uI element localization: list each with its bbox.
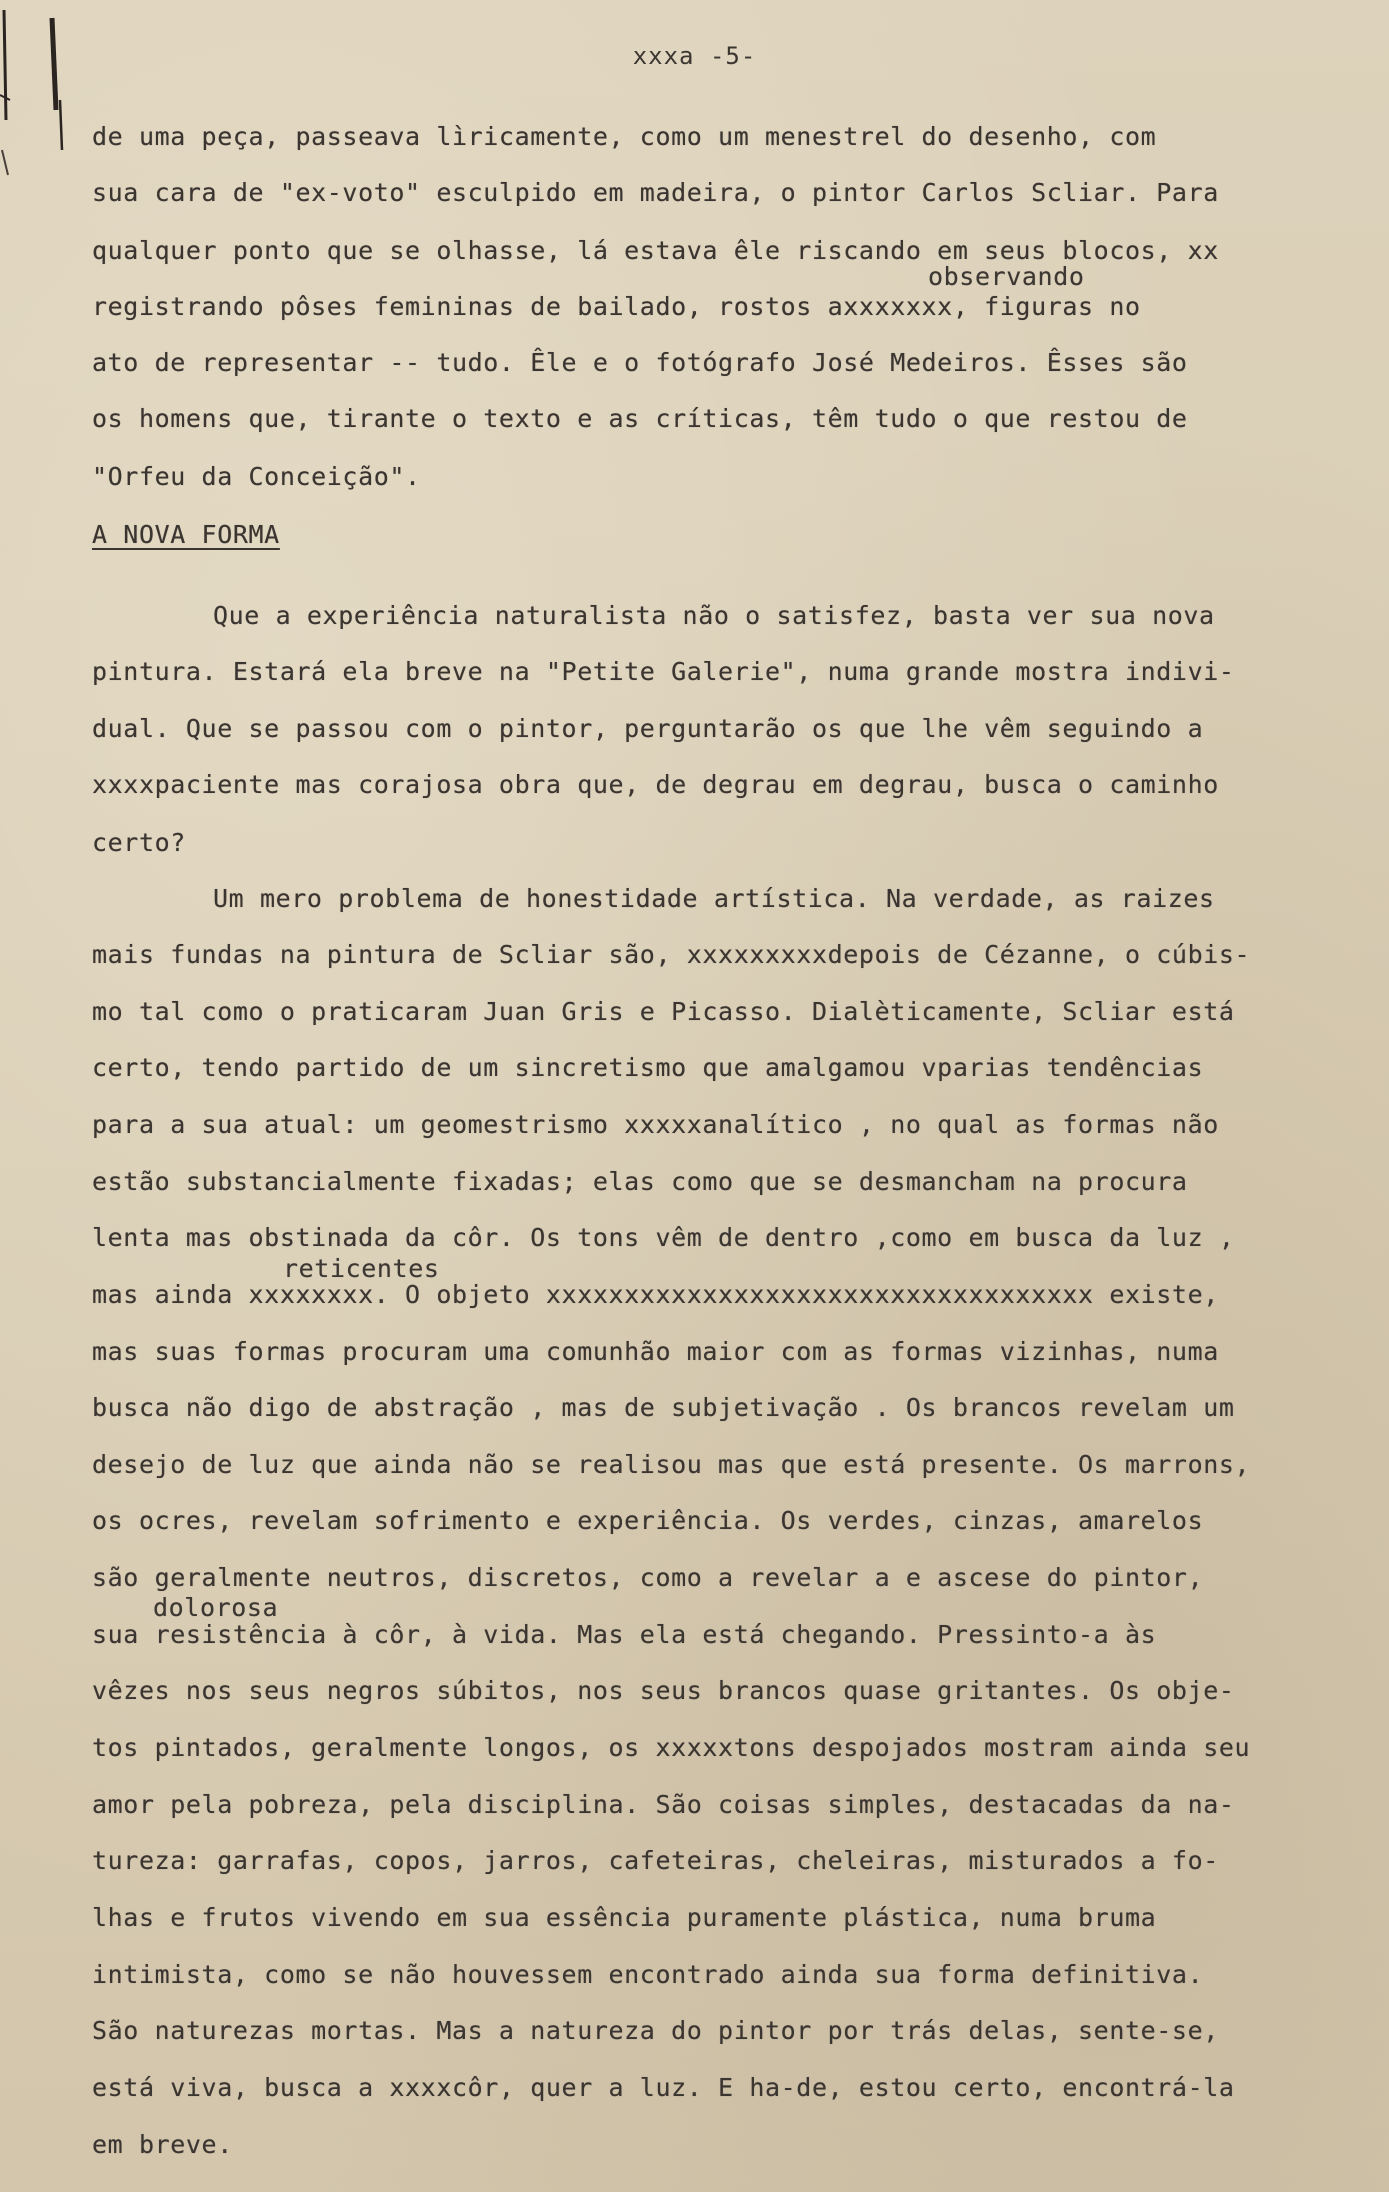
text-line: os ocres, revelam sofrimento e experiência. Os verdes, cinzas, amarelos [92,1506,1204,1535]
text-line: certo? [92,828,186,857]
text-line: mais fundas na pintura de Scliar são, xxxxxxxxxdepois de Cézanne, o cúbis- [92,940,1251,969]
text-line: de uma peça, passeava lìricamente, como um menestrel do desenho, com [92,122,1157,151]
text-line: está viva, busca a xxxxcôr, quer a luz. E ha-de, estou certo, encontrá-la [92,2073,1235,2102]
text-line: Que a experiência naturalista não o satisfez, basta ver sua nova [213,601,1215,630]
text-line: tos pintados, geralmente longos, os xxxxxtons despojados mostram ainda seu [92,1733,1251,1762]
text-line: São naturezas mortas. Mas a natureza do pintor por trás delas, sente-se, [92,2016,1219,2045]
text-line: "Orfeu da Conceição". [92,462,421,491]
text-line: para a sua atual: um geomestrismo xxxxxanalítico , no qual as formas não [92,1110,1219,1139]
text-line: registrando pôses femininas de bailado, rostos axxxxxxx, figuras no [92,292,1141,321]
text-line: xxxxpaciente mas corajosa obra que, de degrau em degrau, busca o caminho [92,770,1219,799]
text-line: dual. Que se passou com o pintor, perguntarão os que lhe vêm seguindo a [92,714,1204,743]
text-line: mas ainda xxxxxxxx. O objeto xxxxxxxxxxxxxxxxxxxxxxxxxxxxxxxxxxx existe, [92,1280,1219,1309]
text-line: amor pela pobreza, pela disciplina. São coisas simples, destacadas da na- [92,1790,1235,1819]
text-line: desejo de luz que ainda não se realisou mas que está presente. Os marrons, [92,1450,1251,1479]
text-line: Um mero problema de honestidade artística. Na verdade, as raizes [213,884,1215,913]
text-line: qualquer ponto que se olhasse, lá estava êle riscando em seus blocos, xx [92,236,1219,265]
insert-dolorosa: dolorosa [153,1593,279,1622]
text-line: os homens que, tirante o texto e as críticas, têm tudo o que restou de [92,404,1188,433]
text-line: ato de representar -- tudo. Êle e o fotógrafo José Medeiros. Êsses são [92,348,1188,377]
text-line: sua resistência à côr, à vida. Mas ela está chegando. Pressinto-a às [92,1620,1157,1649]
text-line: certo, tendo partido de um sincretismo que amalgamou vparias tendências [92,1053,1204,1082]
section-heading: A NOVA FORMA [92,520,280,549]
text-line: sua cara de "ex-voto" esculpido em madeira, o pintor Carlos Scliar. Para [92,178,1219,207]
text-line: mo tal como o praticaram Juan Gris e Picasso. Dialèticamente, Scliar está [92,997,1235,1026]
text-line: busca não digo de abstração , mas de subjetivação . Os brancos revelam um [92,1393,1235,1422]
text-line: estão substancialmente fixadas; elas como que se desmancham na procura [92,1167,1188,1196]
insert-observando: observando [928,262,1085,291]
text-line: intimista, como se não houvessem encontrado ainda sua forma definitiva. [92,1960,1204,1989]
insert-reticentes: reticentes [283,1254,440,1283]
text-line: lenta mas obstinada da côr. Os tons vêm de dentro ,como em busca da luz , [92,1223,1235,1252]
text-line: vêzes nos seus negros súbitos, nos seus brancos quase gritantes. Os obje- [92,1676,1235,1705]
text-line: tureza: garrafas, copos, jarros, cafeteiras, cheleiras, misturados a fo- [92,1846,1219,1875]
text-line: lhas e frutos vivendo em sua essência puramente plástica, numa bruma [92,1903,1157,1932]
text-line: mas suas formas procuram uma comunhão maior com as formas vizinhas, numa [92,1337,1219,1366]
text-line: em breve. [92,2130,233,2159]
text-line: pintura. Estará ela breve na "Petite Galerie", numa grande mostra indivi- [92,657,1235,686]
page-number: xxxa -5- [632,42,757,70]
text-line: são geralmente neutros, discretos, como a revelar a e ascese do pintor, [92,1563,1204,1592]
margin-ink-marks [0,0,90,260]
